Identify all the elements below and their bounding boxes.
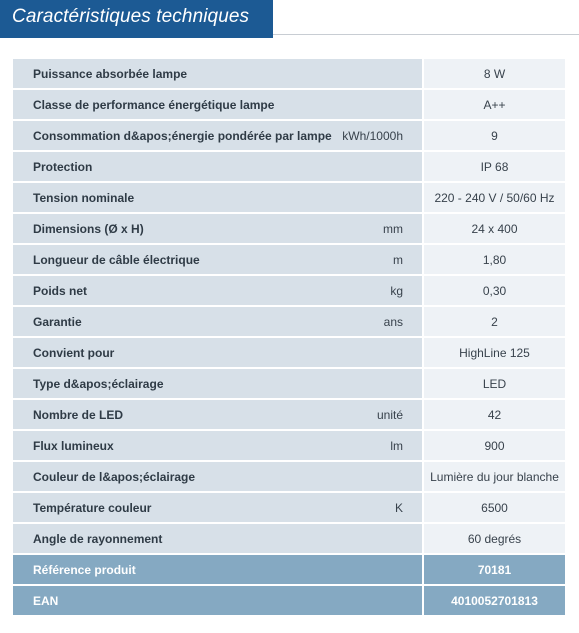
spec-row <box>13 276 565 305</box>
spec-value: LED <box>424 369 565 398</box>
spec-unit: ans <box>383 314 403 329</box>
spec-label: Poids net <box>33 283 88 298</box>
specifications-table <box>13 59 565 617</box>
spec-row <box>13 307 565 336</box>
spec-value: 42 <box>424 400 565 429</box>
section-header-tab <box>0 0 273 38</box>
spec-value: 6500 <box>424 493 565 522</box>
spec-row <box>13 90 565 119</box>
spec-label-cell <box>13 555 422 584</box>
spec-label: Température couleur <box>33 500 152 515</box>
spec-label-cell <box>13 369 422 398</box>
spec-label-cell <box>13 121 422 150</box>
spec-label-cell <box>13 524 422 553</box>
spec-label-cell <box>13 90 422 119</box>
spec-label: Flux lumineux <box>33 438 114 453</box>
spec-label: Consommation d&apos;énergie pondérée par lampe <box>33 128 332 143</box>
spec-label: Tension nominale <box>33 190 135 205</box>
spec-value: 0,30 <box>424 276 565 305</box>
spec-row <box>13 245 565 274</box>
spec-label: Classe de performance énergétique lampe <box>33 97 275 112</box>
spec-label: Protection <box>33 159 93 174</box>
spec-value: A++ <box>424 90 565 119</box>
spec-label-cell <box>13 400 422 429</box>
spec-value: Lumière du jour blanche <box>424 462 565 491</box>
spec-value: 60 degrés <box>424 524 565 553</box>
spec-unit: mm <box>383 221 403 236</box>
spec-unit: kWh/1000h <box>342 128 403 143</box>
spec-row <box>13 555 565 584</box>
spec-row <box>13 338 565 367</box>
spec-label-cell <box>13 183 422 212</box>
spec-unit: kg <box>390 283 403 298</box>
spec-unit: lm <box>390 438 403 453</box>
spec-value: IP 68 <box>424 152 565 181</box>
spec-row <box>13 400 565 429</box>
spec-label: Puissance absorbée lampe <box>33 66 188 81</box>
spec-label: Couleur de l&apos;éclairage <box>33 469 196 484</box>
spec-value: 4010052701813 <box>424 586 565 615</box>
spec-row <box>13 121 565 150</box>
spec-label-cell <box>13 586 422 615</box>
spec-value: 8 W <box>424 59 565 88</box>
spec-label-cell <box>13 493 422 522</box>
spec-label: Référence produit <box>33 562 136 577</box>
spec-label-cell <box>13 245 422 274</box>
spec-label-cell <box>13 276 422 305</box>
spec-value: 2 <box>424 307 565 336</box>
spec-label-cell <box>13 431 422 460</box>
spec-value: 1,80 <box>424 245 565 274</box>
spec-label-cell <box>13 59 422 88</box>
spec-row <box>13 152 565 181</box>
spec-label: Convient pour <box>33 345 115 360</box>
spec-row <box>13 369 565 398</box>
spec-value: 24 x 400 <box>424 214 565 243</box>
section-title: Caractéristiques techniques <box>12 6 250 27</box>
spec-label: Longueur de câble électrique <box>33 252 200 267</box>
spec-label-cell <box>13 152 422 181</box>
spec-unit: unité <box>376 407 403 422</box>
spec-row <box>13 431 565 460</box>
spec-value: HighLine 125 <box>424 338 565 367</box>
spec-label: Type d&apos;éclairage <box>33 376 164 391</box>
spec-label-cell <box>13 338 422 367</box>
spec-row <box>13 183 565 212</box>
spec-value: 900 <box>424 431 565 460</box>
spec-label: Nombre de LED <box>33 407 124 422</box>
spec-label-cell <box>13 214 422 243</box>
spec-value: 9 <box>424 121 565 150</box>
spec-row <box>13 462 565 491</box>
spec-label: Garantie <box>33 314 82 329</box>
header-divider <box>273 34 579 35</box>
spec-label: Angle de rayonnement <box>33 531 163 546</box>
spec-unit: K <box>394 500 403 515</box>
spec-row <box>13 586 565 615</box>
spec-row <box>13 524 565 553</box>
spec-label: EAN <box>33 593 59 608</box>
spec-label-cell <box>13 307 422 336</box>
spec-label-cell <box>13 462 422 491</box>
spec-value: 70181 <box>424 555 565 584</box>
spec-value: 220 - 240 V / 50/60 Hz <box>424 183 565 212</box>
spec-row <box>13 214 565 243</box>
spec-row <box>13 493 565 522</box>
spec-label: Dimensions (Ø x H) <box>33 221 144 236</box>
spec-unit: m <box>393 252 403 267</box>
spec-row <box>13 59 565 88</box>
